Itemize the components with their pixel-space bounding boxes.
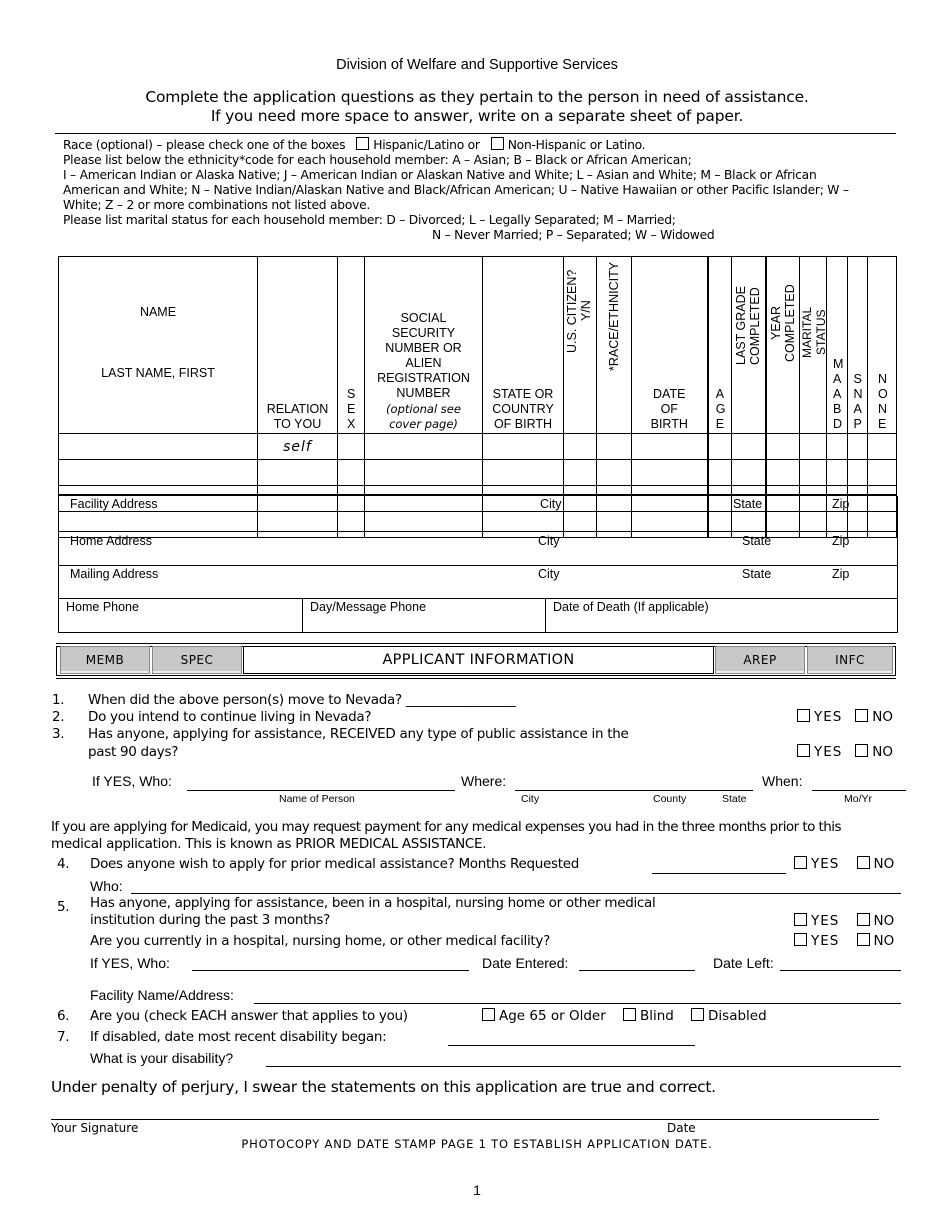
- age-cell[interactable]: [708, 460, 732, 486]
- tab-spec[interactable]: SPEC: [152, 646, 242, 674]
- marital-line-1: Please list marital status for each household member: D – Divorced; L – Legally Separated; M – Married;: [63, 213, 676, 227]
- hispanic-checkbox[interactable]: [356, 137, 369, 150]
- medicaid-note-1: If you are applying for Medicaid, you may request payment for any medical expenses you had in the three months prior to this: [51, 819, 841, 835]
- name-cell[interactable]: [59, 460, 258, 486]
- snap-header: S N A P: [853, 372, 863, 431]
- ethnicity-line-1: Please list below the ethnicity*code for each household member: A – Asian; B – Black or African American;: [63, 153, 692, 167]
- age-65-label: Age 65 or Older: [499, 1008, 606, 1024]
- table-row: [59, 460, 897, 486]
- marital-cell[interactable]: [800, 460, 827, 486]
- q5-who-field[interactable]: [192, 970, 469, 971]
- q3-text-2: past 90 days?: [88, 744, 179, 760]
- age-cell[interactable]: [708, 434, 732, 460]
- q3-when-label: When:: [762, 773, 803, 789]
- col-maabd: [827, 257, 848, 434]
- date-of-death-label: Date of Death (If applicable): [553, 600, 709, 614]
- q7-text: If disabled, date most recent disability began:: [90, 1029, 387, 1045]
- col-birthplace: [483, 257, 564, 434]
- q4-months-field[interactable]: [652, 873, 786, 874]
- q1-label: When did the above person(s) move to Nevada?: [88, 692, 402, 708]
- q2-text: Do you intend to continue living in Nevada?: [88, 709, 372, 725]
- mailing-address-row[interactable]: [58, 566, 898, 599]
- table-row: [59, 434, 897, 460]
- maabd-header: M A A B D: [833, 357, 844, 431]
- q5-date-left-field[interactable]: [780, 970, 901, 971]
- q7b-text: What is your disability?: [90, 1050, 234, 1066]
- ethnicity-line-3: American and White; N – Native Indian/Alaskan Native and Black/African American; U – Native Hawaiian or other Pacific Islander; W –: [63, 183, 849, 197]
- blind-label: Blind: [639, 1008, 674, 1024]
- tab-arep[interactable]: AREP: [715, 646, 805, 674]
- q5-no-checkbox[interactable]: [857, 913, 870, 926]
- name-header: NAME: [139, 305, 177, 319]
- race-prompt-line: [63, 137, 903, 153]
- q7-number: 7.: [57, 1029, 70, 1045]
- name-cell[interactable]: [59, 434, 258, 460]
- q3-answers: [797, 744, 893, 760]
- q5-facility-field[interactable]: [254, 1003, 901, 1004]
- sex-cell[interactable]: [338, 434, 365, 460]
- q3-name-caption: Name of Person: [279, 793, 355, 805]
- facility-address-label: Facility Address: [70, 497, 158, 511]
- q2-yes-label: YES: [814, 709, 843, 725]
- q5-yes-label: YES: [811, 913, 840, 929]
- table-header-row: [59, 257, 897, 434]
- home-address-row[interactable]: [58, 532, 898, 566]
- photocopy-note: PHOTOCOPY AND DATE STAMP PAGE 1 TO ESTABLISH APPLICATION DATE.: [241, 1137, 713, 1151]
- home-phone-field[interactable]: [59, 599, 303, 632]
- tab-memb[interactable]: MEMB: [60, 646, 150, 674]
- sex-header: S E X: [347, 387, 356, 431]
- col-none: [868, 257, 897, 434]
- section-tab-bar: [56, 643, 896, 679]
- q5-date-entered-field[interactable]: [579, 970, 695, 971]
- q5-no-label: NO: [873, 913, 895, 929]
- your-signature-label: Your Signature: [51, 1121, 139, 1135]
- q4-answers: [794, 856, 894, 872]
- q3-state-caption: State: [722, 793, 747, 805]
- race-section: [63, 137, 903, 243]
- perjury-statement: Under penalty of perjury, I swear the statements on this application are true and correct.: [51, 1078, 716, 1096]
- birthplace-header: STATE OR COUNTRY OF BIRTH: [492, 387, 554, 431]
- medicaid-note-2: medical application. This is known as PRIOR MEDICAL ASSISTANCE.: [51, 836, 487, 852]
- ethnicity-line-2: I – American Indian or Alaska Native; J – American Indian or Alaskan Native and White; L – Asian and White; M – Black or African: [63, 168, 817, 182]
- col-age: [708, 257, 732, 434]
- q3-who-field[interactable]: [187, 790, 455, 791]
- year-completed-header: YEAR COMPLETED: [768, 284, 797, 362]
- birthplace-cell[interactable]: [483, 434, 564, 460]
- relation-cell[interactable]: [258, 460, 338, 486]
- q2-yes-checkbox[interactable]: [797, 709, 810, 722]
- age-65-checkbox[interactable]: [482, 1008, 495, 1021]
- col-citizen: [564, 257, 597, 434]
- q3-no-label: NO: [872, 744, 893, 760]
- agency-title: Division of Welfare and Supportive Services: [336, 57, 618, 73]
- facility-city-label: City: [540, 497, 562, 511]
- col-ssn: [365, 257, 483, 434]
- mailing-address-label: Mailing Address: [70, 567, 159, 581]
- q2-no-checkbox[interactable]: [855, 709, 868, 722]
- q5-date-left-label: Date Left:: [713, 955, 774, 971]
- age-header: A G E: [715, 387, 726, 431]
- non-hispanic-label: Non-Hispanic or Latino.: [507, 138, 646, 152]
- q5b-no-checkbox[interactable]: [857, 933, 870, 946]
- relation-header: RELATION TO YOU: [266, 402, 329, 431]
- sex-cell[interactable]: [338, 460, 365, 486]
- q1-move-date-field[interactable]: _________________: [405, 692, 516, 708]
- day-phone-label: Day/Message Phone: [310, 600, 427, 614]
- ssn-header: SOCIAL SECURITY NUMBER OR ALIEN REGISTRATION NUMBER: [377, 311, 470, 400]
- home-zip-label: Zip: [832, 534, 850, 548]
- q7b-disability-field[interactable]: [266, 1066, 901, 1067]
- last-grade-cell[interactable]: [732, 460, 766, 486]
- phone-row: [58, 599, 898, 633]
- blind-checkbox[interactable]: [623, 1008, 636, 1021]
- col-year-completed: [766, 257, 800, 434]
- last-grade-header: LAST GRADE COMPLETED: [734, 286, 763, 366]
- snap-cell[interactable]: [848, 434, 868, 460]
- q5b-text: Are you currently in a hospital, nursing home, or other medical facility?: [90, 933, 550, 949]
- col-snap: [848, 257, 868, 434]
- q1-number: 1.: [52, 692, 65, 708]
- date-label: Date: [667, 1121, 696, 1135]
- tab-infc[interactable]: INFC: [807, 646, 893, 674]
- birthplace-cell[interactable]: [483, 460, 564, 486]
- q5-number: 5.: [57, 899, 70, 915]
- q4-who-field[interactable]: [131, 893, 901, 894]
- mailing-city-label: City: [538, 567, 560, 581]
- home-phone-label: Home Phone: [66, 600, 139, 614]
- none-header: N O N E: [878, 372, 888, 431]
- q5-facility-label: Facility Name/Address:: [90, 987, 234, 1003]
- q3-yes-checkbox[interactable]: [797, 744, 810, 757]
- q5b-no-label: NO: [873, 933, 895, 949]
- q5-yes-checkbox[interactable]: [794, 913, 807, 926]
- snap-cell[interactable]: [848, 460, 868, 486]
- q7-date-field[interactable]: [448, 1045, 695, 1046]
- q5b-answers: [794, 933, 894, 949]
- disabled-label: Disabled: [708, 1008, 767, 1024]
- marital-line-2: N – Never Married; P – Separated; W – Widowed: [432, 228, 715, 242]
- applicant-information-title: APPLICANT INFORMATION: [243, 646, 714, 674]
- facility-zip-label: Zip: [832, 497, 850, 511]
- home-state-label: State: [742, 534, 772, 548]
- q5-who-label: If YES, Who:: [90, 955, 170, 971]
- q4-no-checkbox[interactable]: [857, 856, 870, 869]
- q3-city-caption: City: [521, 793, 540, 805]
- marital-cell[interactable]: [800, 434, 827, 460]
- q6-number: 6.: [57, 1008, 70, 1024]
- q5-answers: [794, 913, 894, 929]
- ssn-cell[interactable]: [365, 460, 483, 486]
- home-address-label: Home Address: [70, 534, 152, 548]
- mailing-state-label: State: [742, 567, 772, 581]
- none-cell[interactable]: [868, 434, 897, 460]
- instruction-line-2: If you need more space to answer, write on a separate sheet of paper.: [210, 107, 744, 125]
- q5b-yes-label: YES: [811, 933, 840, 949]
- q1-text: [88, 692, 515, 708]
- q4-who-label: Who:: [90, 878, 123, 894]
- race-prompt: Race (optional) – please check one of the boxes: [63, 138, 346, 152]
- citizen-cell[interactable]: [564, 434, 597, 460]
- citizen-cell[interactable]: [564, 460, 597, 486]
- col-sex: [338, 257, 365, 434]
- q3-when-field[interactable]: [812, 790, 906, 791]
- q3-county-caption: County: [653, 793, 687, 805]
- col-race: [597, 257, 632, 434]
- q3-who-label: If YES, Who:: [92, 773, 172, 789]
- q3-yes-label: YES: [814, 744, 843, 760]
- date-of-death-field[interactable]: [546, 599, 896, 632]
- year-completed-cell[interactable]: [766, 434, 800, 460]
- q3-no-checkbox[interactable]: [855, 744, 868, 757]
- disabled-checkbox[interactable]: [691, 1008, 704, 1021]
- none-cell[interactable]: [868, 460, 897, 486]
- last-grade-cell[interactable]: [732, 434, 766, 460]
- dob-cell[interactable]: [632, 460, 708, 486]
- race-header: *RACE/ETHNICITY: [607, 261, 621, 371]
- signature-field[interactable]: [51, 1119, 879, 1120]
- q3-moyr-caption: Mo/Yr: [844, 793, 873, 805]
- q4-no-label: NO: [873, 856, 895, 872]
- q6-text: Are you (check EACH answer that applies to you): [90, 1008, 408, 1024]
- instruction-line-1: Complete the application questions as they pertain to the person in need of assistance.: [145, 88, 809, 106]
- relation-cell[interactable]: self: [258, 434, 338, 460]
- maabd-cell[interactable]: [827, 434, 848, 460]
- home-city-label: City: [538, 534, 560, 548]
- facility-address-row[interactable]: [58, 496, 898, 532]
- page-number: 1: [473, 1182, 481, 1198]
- header-divider: [55, 133, 896, 134]
- q3-where-label: Where:: [461, 773, 507, 789]
- q3-text-1: Has anyone, applying for assistance, RECEIVED any type of public assistance in the: [88, 726, 629, 742]
- ssn-cell[interactable]: [365, 434, 483, 460]
- q4-yes-label: YES: [811, 856, 840, 872]
- citizen-header: U.S. CITIZEN? Y/N: [565, 269, 593, 353]
- q3-where-field[interactable]: [515, 790, 753, 791]
- mailing-zip-label: Zip: [832, 567, 850, 581]
- col-marital: [800, 257, 827, 434]
- hispanic-label: Hispanic/Latino or: [373, 138, 480, 152]
- race-cell[interactable]: [597, 460, 632, 486]
- q6-options: [482, 1008, 767, 1024]
- q4-yes-checkbox[interactable]: [794, 856, 807, 869]
- dob-header: DATE OF BIRTH: [650, 387, 688, 431]
- col-last-grade: [732, 257, 766, 434]
- non-hispanic-checkbox[interactable]: [491, 137, 504, 150]
- q2-answers: [797, 709, 893, 725]
- maabd-cell[interactable]: [827, 460, 848, 486]
- q2-no-label: NO: [872, 709, 893, 725]
- col-name: [59, 257, 258, 434]
- year-completed-cell[interactable]: [766, 460, 800, 486]
- marital-header: MARITAL STATUS: [800, 306, 828, 358]
- q5b-yes-checkbox[interactable]: [794, 933, 807, 946]
- dob-cell[interactable]: [632, 434, 708, 460]
- q3-number: 3.: [52, 726, 65, 742]
- last-name-first-header: LAST NAME, FIRST: [101, 366, 215, 380]
- q4-text: Does anyone wish to apply for prior medical assistance? Months Requested: [90, 856, 579, 872]
- col-relation: [258, 257, 338, 434]
- q4-number: 4.: [57, 856, 70, 872]
- q5-text-2: institution during the past 3 months?: [90, 912, 330, 928]
- ethnicity-line-4: White; Z – 2 or more combinations not listed above.: [63, 198, 371, 212]
- facility-state-label: State: [733, 497, 763, 511]
- q5-text-1: Has anyone, applying for assistance, been in a hospital, nursing home or other medical: [90, 895, 656, 911]
- race-cell[interactable]: [597, 434, 632, 460]
- q2-number: 2.: [52, 709, 65, 725]
- day-phone-field[interactable]: [303, 599, 546, 632]
- ssn-note: (optional see cover page): [386, 402, 461, 431]
- q5-date-entered-label: Date Entered:: [482, 955, 569, 971]
- col-dob: [632, 257, 708, 434]
